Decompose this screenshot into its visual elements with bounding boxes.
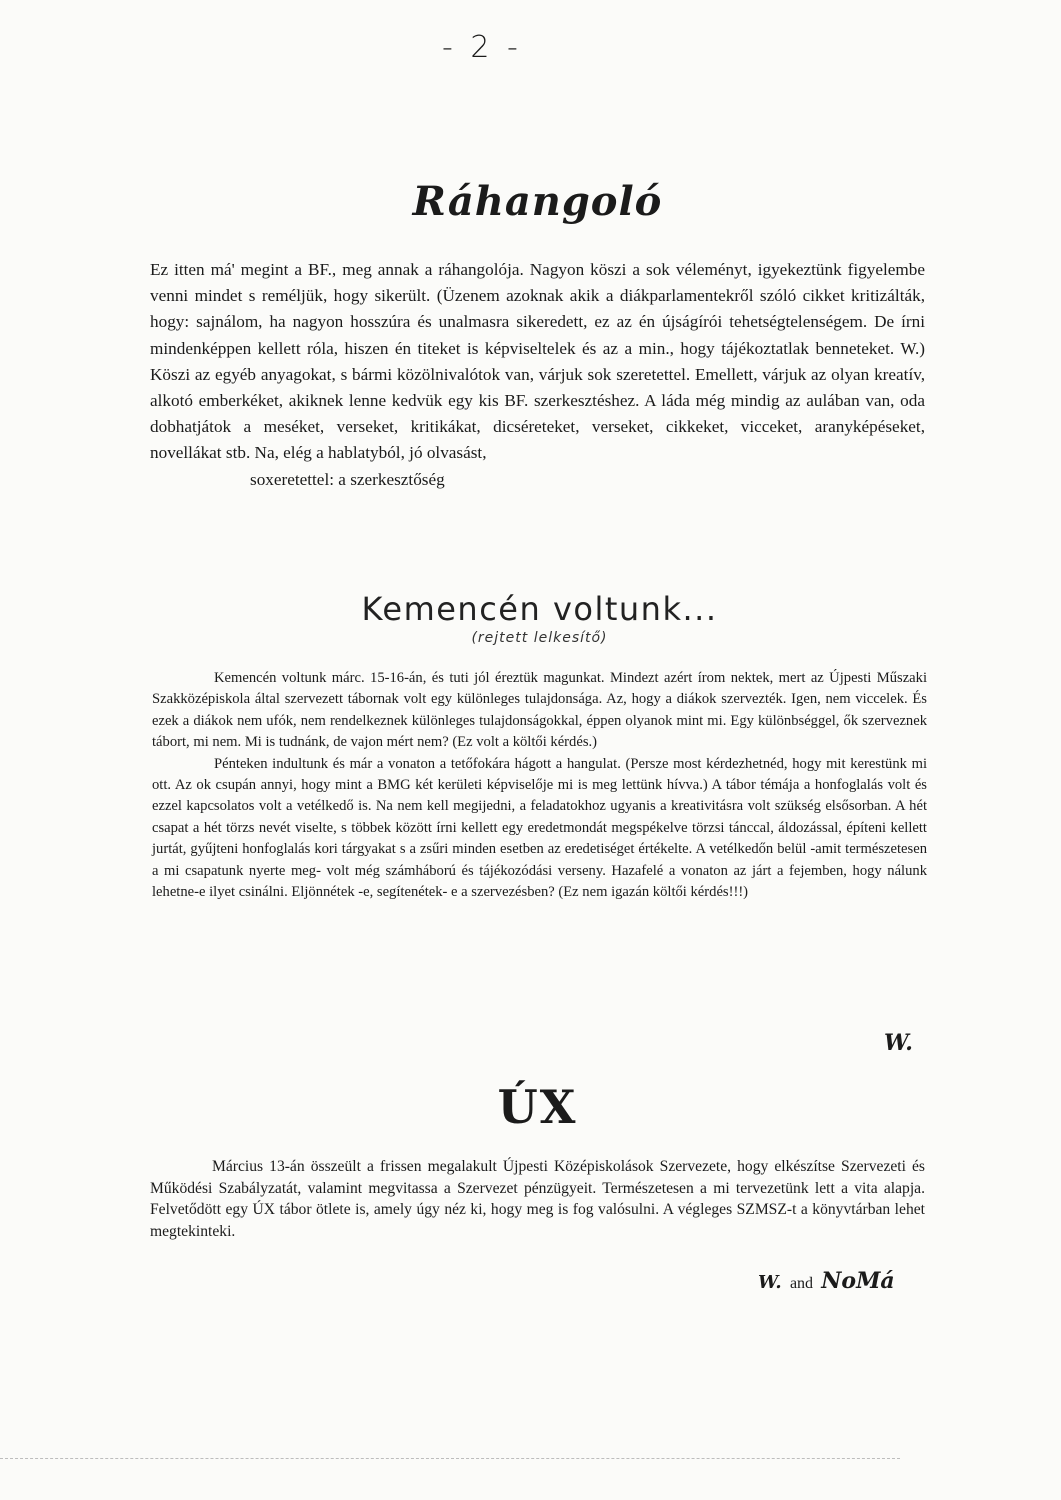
page-bottom-rule	[0, 1458, 900, 1459]
signature-noma: NoMá	[821, 1268, 895, 1294]
paragraph: Ez itten má' megint a BF., meg annak a ráhangolója. Nagyon köszi a sok véleményt, igyekeztünk figyelembe venni mindet s reméljük, hogy sikerült. (Üzenem azoknak akik a diákparlamentekről szóló cikket kritizálták, hogy: sajnálom, ha nagyon hosszúra és unalmasra sikeredett, ez az én újságírói tehetségtelenségem. De írni mindenképpen kellett róla, hiszen én titeket is képviseltelek és az a min., hogy tájékoztatlak benneteket. W.) Köszi az egyéb anyagokat, s bármi közölnivalótok van, várjuk sok szeretettel. Emellett, várjuk az olyan kreatív, alkotó emberkéket, akiknek lenne kedvük egy kis BF. szerkesztéshez. A láda még mindig az aulában van, oda dobhatjátok a meséket, verseket, kritikákat, dicséreteket, verseket, cikkeket, vicceket, aranyképéseket, novellákat stb. Na, elég a hablatyból, jó olvasást,	[150, 260, 925, 463]
paragraph: Pénteken indultunk és már a vonaton a tetőfokára hágott a hangulat. (Persze most kérdezhetnéd, hogy mit kerestünk mi ott. Az ok csupán annyi, hogy mint a BMG két kerületi képviselője mi is meg lettünk hívva.) A tábor témája a honfoglalás volt és ezzel kapcsolatos volt a vetélkedő is. Na nem kell megijedni, a feladatokhoz ugyanis a kreativitásra volt szükség elsősorban. A hét csapat a hét törzs nevét viselte, s többek között írni kellett egy eredetmondát megspékelve törzsi tánccal, áldozással, építeni kellett jurtát, gyűjteni honfoglalás kori tárgyakat s a zsűri minden esetben az eredetiséget értékelte. A vetélkedőn belül -amit természetesen a mi csapatunk nyerte meg- volt még számháború és tájékozódási verseny. Hazafelé a vonaton az járt a fejemben, hogy nálunk lehetne-e ilyet csinálni. Eljönnétek -e, segítenétek- e a szervezésben? (Ez nem igazán költői kérdés!!!)	[152, 755, 927, 901]
closing-line: soxeretettel: a szerkesztőség	[250, 469, 445, 489]
signature-block	[758, 1268, 895, 1294]
section-ux	[150, 1080, 925, 1243]
paragraph: Kemencén voltunk márc. 15-16-án, és tuti jól éreztük magunkat. Mindezt azért írom nektek, mert az Újpesti Műszaki Szakközépiskola által szervezett tábornak volt egy különleges tulajdonsága. Az, hogy a diákok szervezték. Igen, nem viccelek. És ezek a diákok nem ufók, nem rendelkeznek különleges tulajdonságokkal, éppen olyanok mint mi. Egy különbséggel, ők szerveznek tábort, mi nem. Mi is tudnánk, de vajon mért nem? (Ez volt a költői kérdés.)	[152, 670, 927, 751]
section-rahangolo	[150, 178, 925, 493]
section-title-ux: ÚX	[497, 1080, 578, 1134]
signature-and: and	[789, 1275, 814, 1292]
section-kemencen	[152, 590, 927, 903]
section-subtitle: (rejtett lelkesítő)	[471, 630, 608, 646]
section-title-rahangolo: Ráhangoló	[412, 178, 663, 225]
section-title-kemencen: Kemencén voltunk...	[361, 590, 718, 628]
paragraph: Március 13-án összeült a frissen megalakult Újpesti Középiskolások Szervezete, hogy elkészítse Szervezeti és Működési Szabályzatát, valamint megvitassa a Szervezet pénzügyeit. Természetesen a mi tervezetünk lett a vita alapja. Felvetődött egy ÚX tábor ötlete is, amely úgy néz ki, hogy meg is fog valósulni. A végleges SZMSZ-t a könyvtárban lehet megtekinteki.	[150, 1158, 925, 1241]
signature-w: W.	[884, 1030, 913, 1056]
page-number: - 2 -	[442, 30, 522, 65]
signature-w: W.	[758, 1272, 782, 1293]
